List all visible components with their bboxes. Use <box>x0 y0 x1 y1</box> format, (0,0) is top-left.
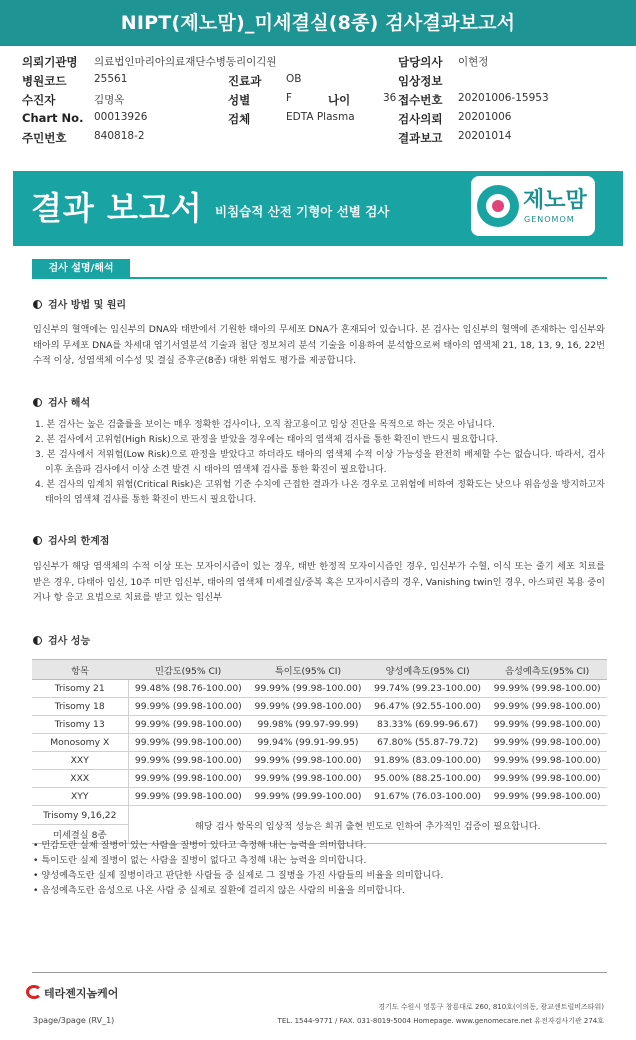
table-row <box>32 770 607 788</box>
table-cell: 99.99% (99.98-100.00) <box>128 752 248 770</box>
interpretation-heading: 검사 해석 <box>33 394 90 409</box>
performance-table <box>32 659 607 844</box>
footer-address: 경기도 수원시 영통구 창룡대로 260, 810호(이의동, 광교센트럴비즈타워) <box>378 1003 604 1011</box>
table-cell: 99.48% (98.76-100.00) <box>128 680 248 698</box>
table-cell: 99.99% (99.98-100.00) <box>128 716 248 734</box>
table-cell: 99.99% (99.98-100.00) <box>487 770 607 788</box>
table-cell: 99.99% (99.98-100.00) <box>487 680 607 698</box>
table-cell: 99.99% (99.98-100.00) <box>487 698 607 716</box>
interpretation-item: 2. 본 검사에서 고위험(High Risk)으로 판정을 받았을 경우에는 태아의 염색체 검사를 통한 확진이 반드시 필요합니다. <box>35 435 499 445</box>
table-cell: 91.67% (76.03-100.00) <box>368 788 488 806</box>
note-item: • 민감도란 실제 질병이 있는 사람을 질병이 있다고 측정해 내는 능력을 의미합니다. <box>33 838 603 853</box>
receipt-value: 20201006-15953 <box>458 92 549 104</box>
footer-divider <box>32 972 607 973</box>
section-divider <box>32 277 607 279</box>
table-cell: 96.47% (92.55-100.00) <box>368 698 488 716</box>
genomom-logo-icon <box>477 185 519 227</box>
resident-no-label: 주민번호 <box>22 131 67 145</box>
table-cell: 95.00% (88.25-100.00) <box>368 770 488 788</box>
result-banner <box>13 171 623 246</box>
table-cell: 99.74% (99.23-100.00) <box>368 680 488 698</box>
specimen-label: 검체 <box>228 112 251 126</box>
definition-notes <box>33 838 603 898</box>
table-cell: Trisomy 21 <box>32 680 128 698</box>
banner-title: 결과 보고서 <box>31 189 203 227</box>
table-cell: 99.99% (99.98-100.00) <box>487 752 607 770</box>
institution-value: 의료법인마리아의료재단수병동리이긱원 <box>94 56 277 68</box>
specimen-value: EDTA Plasma <box>286 111 355 123</box>
limits-heading: 검사의 한계점 <box>33 532 109 547</box>
interpretation-list <box>33 418 605 508</box>
table-row <box>32 752 607 770</box>
col-item: 항목 <box>32 660 128 680</box>
note-item: • 음성예측도란 음성으로 나온 사람 중 실제로 질환에 걸리지 않은 사람의 비율을 의미합니다. <box>33 883 603 898</box>
limits-text: 임신부가 해당 염색체의 수적 이상 또는 모자이시즘이 있는 경우, 태반 한정적 모자이시즘인 경우, 임신부가 수혈, 이식 또는 줄기 세포 치료를 받은 경우, 다태아 임신, 10주 미만 임신부, 태아의 염색체 미세결실/중복 혹은 모자이시즘의 경우, Vanishing twin인 경우, 아스피린 복용 중이거나 항 응고 요법으로 치료를 받고 있는 임신부 <box>33 561 605 603</box>
table-cell: 99.99% (99.98-100.00) <box>248 680 368 698</box>
table-cell: 99.94% (99.91-99.95) <box>248 734 368 752</box>
table-cell: 99.99% (99.98-100.00) <box>248 770 368 788</box>
table-cell: 83.33% (69.99-96.67) <box>368 716 488 734</box>
half-circle-icon <box>33 536 42 545</box>
request-label: 검사의뢰 <box>398 112 443 126</box>
table-cell: 99.99% (99.98-100.00) <box>487 716 607 734</box>
table-row <box>32 788 607 806</box>
receipt-label: 접수번호 <box>398 93 443 107</box>
report-date-value: 20201014 <box>458 130 512 142</box>
note-item: • 양성예측도란 실제 질병이라고 판단한 사람들 중 실제로 그 질병을 가진 사람들의 비율을 의미합니다. <box>33 868 603 883</box>
table-cell: 99.99% (99.98-100.00) <box>248 698 368 716</box>
hospital-code-value: 25561 <box>94 73 128 85</box>
table-cell: 미세결실 8종 <box>32 825 128 844</box>
interpretation-item: 1. 본 검사는 높은 검출률을 보이는 매우 정확한 검사이나, 오직 참고용이고 임상 진단을 목적으로 하는 것은 아닙니다. <box>35 420 496 430</box>
col-npv: 음성예측도(95% CI) <box>487 660 607 680</box>
table-cell: XXX <box>32 770 128 788</box>
table-cell: 91.89% (83.09-100.00) <box>368 752 488 770</box>
table-cell: Monosomy X <box>32 734 128 752</box>
genomom-logo <box>471 176 595 236</box>
table-cell: Trisomy 9,16,22 <box>32 806 128 825</box>
examinee-label: 수진자 <box>22 93 56 107</box>
table-cell: 99.99% (99.98-100.00) <box>128 698 248 716</box>
table-cell: XXY <box>32 752 128 770</box>
company-logo: 테라젠지놈케어 <box>26 985 118 1001</box>
table-cell: 99.99% (99.99-100.00) <box>248 788 368 806</box>
half-circle-icon <box>33 398 42 407</box>
hospital-code-label: 병원코드 <box>22 74 67 88</box>
institution-label: 의뢰기관명 <box>22 55 78 69</box>
company-logo-icon <box>26 985 42 999</box>
table-row <box>32 806 607 825</box>
clinical-info-label: 임상정보 <box>398 74 443 88</box>
table-cell: 99.99% (99.98-100.00) <box>128 770 248 788</box>
table-row <box>32 734 607 752</box>
dept-value: OB <box>286 73 302 85</box>
logo-sub: GENOMOM <box>524 215 575 224</box>
request-value: 20201006 <box>458 111 512 123</box>
table-row <box>32 680 607 698</box>
report-date-label: 결과보고 <box>398 131 443 145</box>
table-cell: 99.99% (99.98-100.00) <box>487 788 607 806</box>
table-row <box>32 716 607 734</box>
chart-no-value: 00013926 <box>94 111 148 123</box>
table-cell: XYY <box>32 788 128 806</box>
note-item: • 특이도란 실제 질병이 없는 사람을 질병이 없다고 측정해 내는 능력을 의미합니다. <box>33 853 603 868</box>
col-ppv: 양성예측도(95% CI) <box>368 660 488 680</box>
age-value: 36 <box>383 92 397 104</box>
half-circle-icon <box>33 300 42 309</box>
method-text: 임신부의 혈액에는 임신부의 DNA와 태반에서 기원한 태아의 무세포 DNA가 혼재되어 있습니다. 본 검사는 임신부의 혈액에 존재하는 임신부와 태아의 무세포 DNA를 차세대 염기서열분석 기술과 첨단 정보처리 분석 기술을 이용하여 분석함으로써 태아의 염색체 21, 18, 13, 9, 16, 22번 수적 이상, 성염색체 이수성 및 결실 증후군(8종) 대한 위험도 평가를 제공합니다. <box>33 324 605 366</box>
interpretation-item: 4. 본 검사의 임계치 위험(Critical Risk)은 고위험 기준 수치에 근접한 결과가 나온 경우로 고위험에 비하여 정확도는 낮으나 위음성을 방지하고자 태아의 염색체 검사를 통한 확진이 반드시 필요합니다. <box>35 480 605 505</box>
sex-value: F <box>286 92 293 104</box>
patient-info <box>22 54 622 149</box>
chart-no-label: Chart No. <box>22 111 84 125</box>
col-sensitivity: 민감도(95% CI) <box>128 660 248 680</box>
table-cell: 99.99% (99.98-100.00) <box>128 788 248 806</box>
logo-name: 제노맘 <box>523 188 587 213</box>
performance-heading: 검사 성능 <box>33 632 90 647</box>
method-heading: 검사 방법 및 원리 <box>33 296 126 311</box>
footer-contact: TEL. 1544-9771 / FAX. 031-8019-5004 Homepage. www.genomecare.net 유전자검사기관 274호 <box>277 1017 604 1025</box>
sex-label: 성별 <box>228 93 251 107</box>
table-cell: 67.80% (55.87-79.72) <box>368 734 488 752</box>
report-title: NIPT(제노맘)_미세결실(8종) 검사결과보고서 <box>0 0 636 46</box>
interpretation-item: 3. 본 검사에서 저위험(Low Risk)으로 판정을 받았다고 하더라도 태아의 염색체 수적 이상 가능성을 완전히 배제할 수는 없습니다. 따라서, 검사 이후 초음파 검사에서 이상 소견 발견 시 태아의 염색체 검사를 통한 확진이 필요합니다. <box>35 450 605 475</box>
page-number: 3page/3page (RV_1) <box>33 1016 115 1025</box>
examinee-value: 김명옥 <box>94 94 125 106</box>
banner-subtitle: 비침습적 산전 기형아 선별 검사 <box>215 204 390 219</box>
table-header-row <box>32 660 607 680</box>
table-row <box>32 698 607 716</box>
table-cell: 99.99% (99.98-100.00) <box>487 734 607 752</box>
table-cell: 99.99% (99.98-100.00) <box>248 752 368 770</box>
table-cell: Trisomy 18 <box>32 698 128 716</box>
table-cell: 99.98% (99.97-99.99) <box>248 716 368 734</box>
doctor-value: 이현정 <box>458 56 489 68</box>
half-circle-icon <box>33 636 42 645</box>
resident-no-value: 840818-2 <box>94 130 145 142</box>
table-cell: 99.99% (99.98-100.00) <box>128 734 248 752</box>
dept-label: 진료과 <box>228 74 262 88</box>
col-specificity: 특이도(95% CI) <box>248 660 368 680</box>
age-label: 나이 <box>328 93 351 107</box>
table-cell: Trisomy 13 <box>32 716 128 734</box>
section-tab: 검사 설명/해석 <box>32 259 130 278</box>
rare-note: 해당 검사 항목의 임상적 성능은 희귀 출현 빈도로 인하여 추가적인 검증이 필요합니다. <box>128 806 607 844</box>
doctor-label: 담당의사 <box>398 55 443 69</box>
